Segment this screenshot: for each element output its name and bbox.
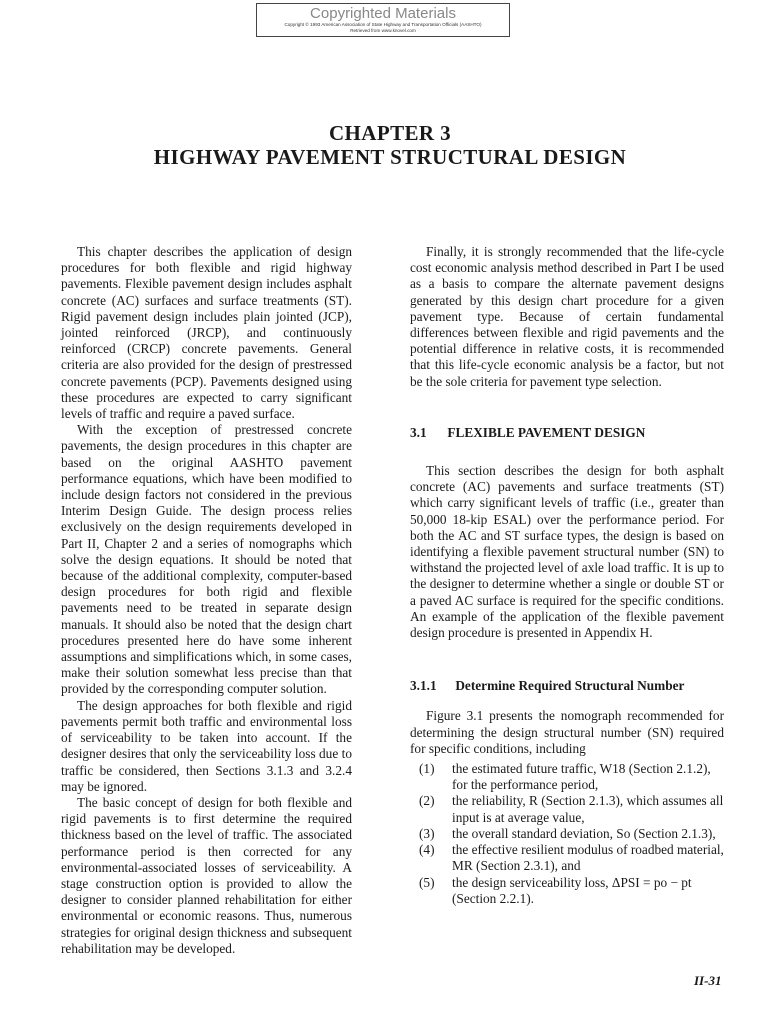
paragraph: Finally, it is strongly recommended that the life-cycle cost economic analysis method described in Part I be used as a basis to compare the alternate pavement designs generated by this design chart procedure for a given pavement type. Because of certain fundamental differences between flexible and rigid pavements and the potential difference in relative costs, it is recommended that this life-cycle economic analysis be a factor, but not be the sole criteria for pavement type selection. [410, 244, 724, 389]
subsection-heading [410, 678, 724, 694]
input-list [410, 761, 724, 907]
list-item [410, 826, 724, 842]
subsection-title: Determine Required Structural Number [455, 678, 685, 694]
list-number: (4) [419, 842, 435, 858]
page-number: II-31 [694, 973, 722, 988]
paragraph: This section describes the design for both asphalt concrete (AC) pavements and surface treatments (ST) which carry significant levels of traffic (i.e., greater than 50,000 18-kip ESAL) over the performance period. For both the AC and ST surface types, the design is based on identifying a flexible pavement structural number (SN) to withstand the projected level of axle load traffic. It is up to the designer to determine whether a single or double ST or a paved AC surface is required for the specific conditions. An example of the application of the flexible pavement design procedure is presented in Appendix H. [410, 463, 724, 641]
section-number: 3.1 [410, 424, 427, 440]
list-item [410, 875, 724, 907]
list-number: (3) [419, 825, 435, 841]
paragraph: This chapter describes the application of design procedures for both flexible and rigid highway pavements. Flexible pavement design includes asphalt concrete (AC) surfaces and surface treatments (ST). Rigid pavement design includes plain jointed (JCP), jointed reinforced (JRCP), and continuously reinforced (CRCP) concrete pavements. General criteria are also provided for the design of prestressed concrete pavements (PCP). Pavements designed using these procedures are expected to carry significant levels of traffic and require a paved surface. [61, 244, 352, 422]
section-heading [410, 425, 724, 441]
list-number: (2) [419, 793, 435, 809]
list-number: (1) [419, 761, 435, 777]
list-text: the design serviceability loss, ΔPSI = po − pt (Section 2.2.1). [452, 874, 692, 906]
banner-line-2: Retrieved from www.knovel.com [350, 28, 416, 33]
list-item [410, 761, 724, 793]
paragraph: The basic concept of design for both flexible and rigid pavements is to first determine the required thickness based on the level of traffic. The associated performance period is then corrected for any environmental-associated losses of serviceability. A stage construction option is provided to allow the designer to consider planned rehabilitation for either environmental or economic reasons. Thus, numerous strategies for original design thickness and subsequent rehabilitation may be developed. [61, 794, 352, 956]
right-column [410, 244, 724, 907]
list-text: the reliability, R (Section 2.1.3), which assumes all input is at average value, [452, 793, 724, 825]
section-title: FLEXIBLE PAVEMENT DESIGN [447, 424, 646, 440]
list-text: the effective resilient modulus of roadbed material, MR (Section 2.3.1), and [452, 842, 724, 874]
list-number: (5) [419, 874, 435, 890]
list-item [410, 793, 724, 825]
left-column [61, 244, 352, 957]
paragraph: With the exception of prestressed concrete pavements, the design procedures in this chapter are based on the original AASHTO pavement performance equations, which have been modified to include design factors not considered in the previous Interim Design Guide. The design process relies exclusively on the design requirements developed in Part II, Chapter 2 and a series of nomographs which solve the design equations. It should be noted that because of the additional complexity, computer-based design procedures for both rigid and flexible pavements need to be treated in separate design manuals. It should also be noted that the design chart procedures presented here do have some inherent assumptions and simplifications which, in some cases, make their solution somewhat less precise than that provided by the corresponding computer solution. [61, 422, 352, 697]
copyright-banner [256, 3, 510, 37]
paragraph: Figure 3.1 presents the nomograph recommended for determining the design structural number (SN) required for specific conditions, including [410, 708, 724, 756]
banner-line-1: Copyright © 1993 American Association of State Highway and Transportation Officials (AASHTO) [284, 22, 482, 27]
list-text: the overall standard deviation, So (Section 2.1.3), [452, 825, 716, 841]
banner-title: Copyrighted Materials [310, 5, 456, 22]
list-text: the estimated future traffic, W18 (Section 2.1.2), for the performance period, [452, 761, 711, 793]
subsection-number: 3.1.1 [410, 678, 437, 694]
chapter-title: HIGHWAY PAVEMENT STRUCTURAL DESIGN [153, 145, 627, 169]
chapter-number: CHAPTER 3 [328, 121, 452, 145]
paragraph: The design approaches for both flexible and rigid pavements permit both traffic and environmental loss of serviceability to be taken into account. If the designer desires that only the serviceability loss due to traffic be considered, then Sections 3.1.3 and 3.2.4 may be ignored. [61, 697, 352, 794]
list-item [410, 842, 724, 874]
